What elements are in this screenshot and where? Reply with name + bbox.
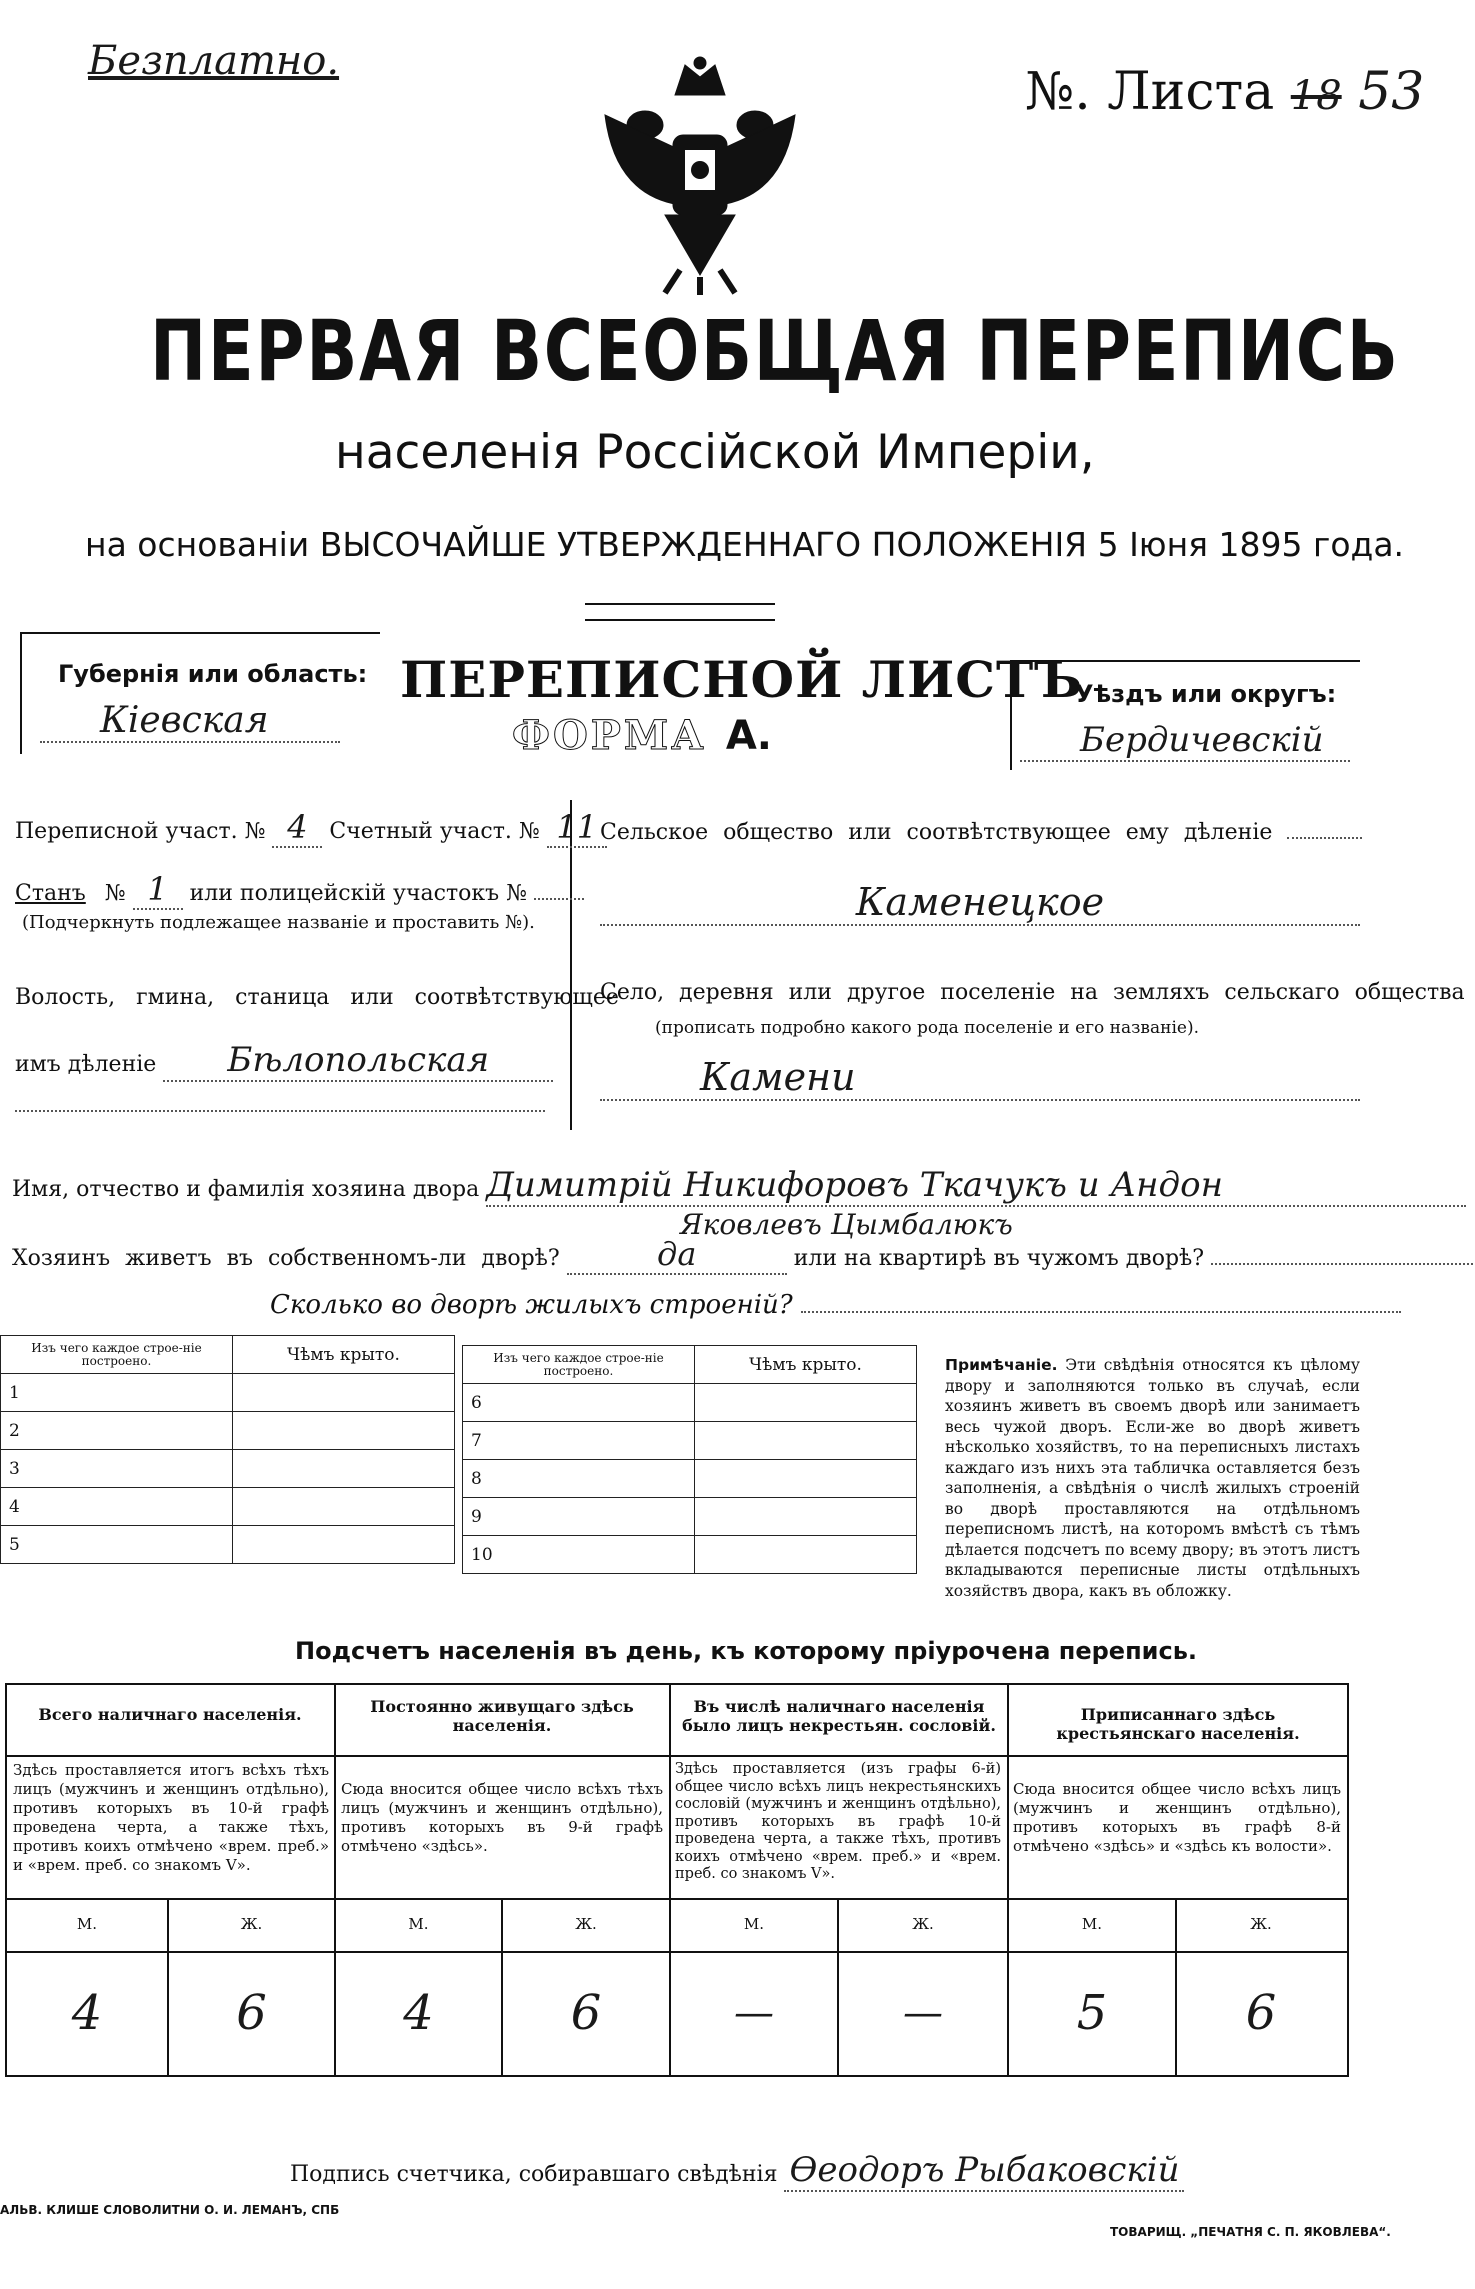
sheet-number-crossed: 18	[1290, 73, 1342, 119]
pop-m-label: М.	[76, 1915, 98, 1933]
village-label: Село, деревня или другое поселеніе на земляхъ сельскаго общества	[600, 980, 1465, 1005]
buildings-col-roof: Чѣмъ крыто.	[695, 1346, 917, 1384]
imperial-eagle-icon	[585, 55, 815, 295]
society-value: Каменецкое	[600, 880, 1360, 926]
owner-name-value: Димитрій Никифоровъ Ткачукъ и Андон	[486, 1165, 1466, 1207]
sheet-number	[1025, 62, 1424, 122]
village-note: (прописать подробно какого рода поселеніе и его названіе).	[655, 1018, 1199, 1038]
population-table	[5, 1683, 1349, 2077]
ornament-divider	[585, 603, 775, 621]
police-value-line	[534, 898, 584, 900]
printer-right: ТОВАРИЩ. „ПЕЧАТНЯ С. П. ЯКОВЛЕВА“.	[1110, 2225, 1391, 2239]
pop-m-value: 5	[1076, 1985, 1108, 2041]
owner-name-label: Имя, отчество и фамилія хозяина двора	[12, 1177, 480, 1202]
pop-f-value: 6	[236, 1985, 267, 2041]
uezd-label: Уѣздъ или округъ:	[1075, 680, 1337, 708]
form-letter: А.	[725, 713, 772, 759]
police-label: или полицейскій участокъ №	[189, 881, 527, 906]
form-label: ФОРМА	[512, 712, 707, 759]
pop-f-label: Ж.	[575, 1915, 597, 1933]
pop-m-value: —	[734, 1990, 774, 2036]
pop-col-desc: Сюда вносится общее число всѣхъ тѣхъ лицъ (мужчинъ и женщинъ отдѣльно), противъ которыхъ въ 9-й графѣ отмѣчено «здѣсь».	[341, 1780, 663, 1855]
page-basis: на основаніи ВЫСОЧАЙШЕ УТВЕРЖДЕННАГО ПОЛОЖЕНІЯ 5 Іюня 1895 года.	[85, 525, 1405, 564]
pop-m-label: М.	[408, 1915, 429, 1933]
pop-m-label: М.	[743, 1915, 765, 1933]
buildings-row-num: 9	[463, 1498, 695, 1536]
census-district-row	[15, 808, 607, 848]
gubernia-value: Кіевская	[40, 700, 340, 743]
buildings-table-left	[0, 1335, 455, 1564]
pop-col-desc: Здѣсь проставляется итогъ всѣхъ тѣхъ лицъ (мужчинъ и женщинъ отдѣльно), противъ которыхъ въ 10-й графѣ проведена черта, а также тѣхъ, противъ коихъ отмѣчено «врем. преб.» и «врем. преб. со знакомъ V».	[13, 1761, 329, 1874]
stan-row	[15, 870, 584, 910]
signature-label: Подпись счетчика, собиравшаго свѣдѣнія	[290, 2162, 778, 2187]
owner-name-row	[12, 1165, 1466, 1207]
society-line-1	[1287, 837, 1362, 839]
buildings-row-num: 8	[463, 1460, 695, 1498]
buildings-label: Сколько во дворѣ жилыхъ строеній?	[270, 1290, 793, 1320]
pop-f-value: 6	[570, 1985, 602, 2041]
pop-f-label: Ж.	[240, 1915, 263, 1933]
buildings-row-num: 7	[463, 1422, 695, 1460]
uezd-value: Бердичевскій	[1020, 720, 1350, 762]
page-subtitle: населенія Россійской Имперіи,	[335, 425, 1095, 480]
pop-col-heading: Въ числѣ наличнаго населенія было лицъ некрестьян. сословій.	[682, 1697, 996, 1735]
pop-f-label: Ж.	[1250, 1915, 1272, 1933]
buildings-table-right	[462, 1345, 917, 1574]
pop-col-desc: Здѣсь проставляется (изъ графы 6-й) общее число всѣхъ лицъ некрестьянскихъ сословій (мужчинъ и женщинъ отдѣльно), противъ которыхъ въ графѣ 10-й проведена черта, а также тѣхъ, противъ коихъ отмѣчено «врем. преб.» и «врем. преб. со знакомъ V».	[675, 1761, 1001, 1882]
pop-f-value: —	[903, 1990, 943, 2036]
buildings-col-material: Изъ чего каждое строе-ніе построено.	[1, 1336, 233, 1374]
census-district-label: Переписной участ. №	[15, 819, 266, 844]
note-block	[945, 1355, 1360, 1601]
owner-name-value-2: Яковлевъ Цымбалюкъ	[680, 1208, 1013, 1241]
form-label-block	[512, 712, 772, 759]
buildings-row-num: 3	[1, 1450, 233, 1488]
buildings-row-num: 10	[463, 1536, 695, 1574]
owner-rent-line	[1211, 1263, 1475, 1265]
note-title: Примѣчаніе.	[945, 1356, 1058, 1374]
buildings-row	[270, 1290, 1401, 1320]
society-row	[600, 820, 1362, 845]
gubernia-label: Губернія или область:	[58, 660, 368, 688]
buildings-row-num: 6	[463, 1384, 695, 1422]
volost-extra-line	[15, 1110, 545, 1112]
free-label: Безплатно.	[88, 38, 340, 84]
sheet-number-value: 53	[1358, 62, 1425, 122]
pop-m-value: 4	[403, 1985, 434, 2041]
volost-row	[15, 1040, 553, 1082]
pop-f-value: 6	[1245, 1985, 1277, 2041]
pop-m-value: 4	[71, 1985, 103, 2041]
printer-left: АЛЬВ. КЛИШЕ СЛОВОЛИТНИ О. И. ЛЕМАНЪ, СПБ	[0, 2203, 340, 2217]
owner-lives-value: да	[567, 1235, 787, 1275]
sheet-form-title: ПЕРЕПИСНОЙ ЛИСТЪ	[400, 650, 1084, 709]
sheet-number-label: №. Листа	[1025, 62, 1275, 122]
pop-m-label: М.	[1081, 1915, 1103, 1933]
pop-f-label: Ж.	[912, 1915, 934, 1933]
pop-col-heading: Приписаннаго здѣсь крестьянскаго населенія.	[1056, 1705, 1300, 1743]
owner-rent-label: или на квартирѣ въ чужомъ дворѣ?	[793, 1246, 1205, 1271]
column-divider	[570, 800, 572, 1130]
page-title: ПЕРВАЯ ВСЕОБЩАЯ ПЕРЕПИСЬ	[150, 302, 1400, 400]
pop-col-heading: Постоянно живущаго здѣсь населенія.	[370, 1697, 634, 1735]
note-text: Эти свѣдѣнія относятся къ цѣлому двору и заполняются только въ случаѣ, если хозяинъ живетъ въ своемъ дворѣ или занимаетъ весь чужой дворъ. Если-же во дворѣ живетъ нѣсколько хозяйствъ, то на переписныхъ листахъ каждаго изъ нихъ эта табличка оставляется безъ заполненія, а свѣдѣнія о числѣ жилыхъ строеній во дворѣ проставляются на отдѣльномъ переписномъ листѣ, на которомъ вмѣстѣ съ тѣмъ дѣлается подсчетъ по всему двору; въ этотъ листъ вкладываются переписные листы отдѣльныхъ хозяйствъ двора, какъ въ обложку.	[945, 1356, 1360, 1600]
buildings-row-num: 5	[1, 1526, 233, 1564]
signature-row	[290, 2150, 1184, 2192]
stan-no-label: №	[104, 881, 126, 906]
stan-note: (Подчеркнуть подлежащее названіе и проставить №).	[22, 912, 535, 933]
population-title: Подсчетъ населенія въ день, къ которому пріурочена перепись.	[295, 1637, 1197, 1665]
census-district-value: 4	[272, 808, 322, 848]
buildings-line	[801, 1311, 1401, 1313]
volost-label: Волость, гмина, станица или соотвѣтствующее	[15, 985, 619, 1010]
signature-value: Ѳеодоръ Рыбаковскій	[784, 2150, 1184, 2192]
volost-label-2: имъ дѣленіе	[15, 1052, 157, 1077]
buildings-row-num: 4	[1, 1488, 233, 1526]
village-value: Камени	[600, 1055, 1360, 1101]
society-label: Сельское общество или соотвѣтствующее ему дѣленіе	[600, 820, 1273, 845]
buildings-row-num: 2	[1, 1412, 233, 1450]
owner-lives-row	[12, 1235, 1475, 1275]
pop-col-desc: Сюда вносится общее число всѣхъ лицъ (мужчинъ и женщинъ отдѣльно), противъ которыхъ въ графѣ 8-й отмѣчено «здѣсь» и «здѣсь къ волости».	[1013, 1780, 1341, 1855]
counting-district-value: 11	[547, 808, 607, 848]
volost-value: Бѣлопольская	[163, 1040, 553, 1082]
pop-col-heading: Всего наличнаго населенія.	[38, 1705, 302, 1724]
owner-lives-label: Хозяинъ живетъ въ собственномъ-ли дворѣ?	[12, 1246, 560, 1271]
stan-value: 1	[133, 870, 183, 910]
buildings-row-num: 1	[1, 1374, 233, 1412]
stan-label: Станъ	[15, 881, 86, 906]
buildings-col-material: Изъ чего каждое строе-ніе построено.	[463, 1346, 695, 1384]
counting-district-label: Счетный участ. №	[329, 819, 540, 844]
buildings-col-roof: Чѣмъ крыто.	[233, 1336, 455, 1374]
